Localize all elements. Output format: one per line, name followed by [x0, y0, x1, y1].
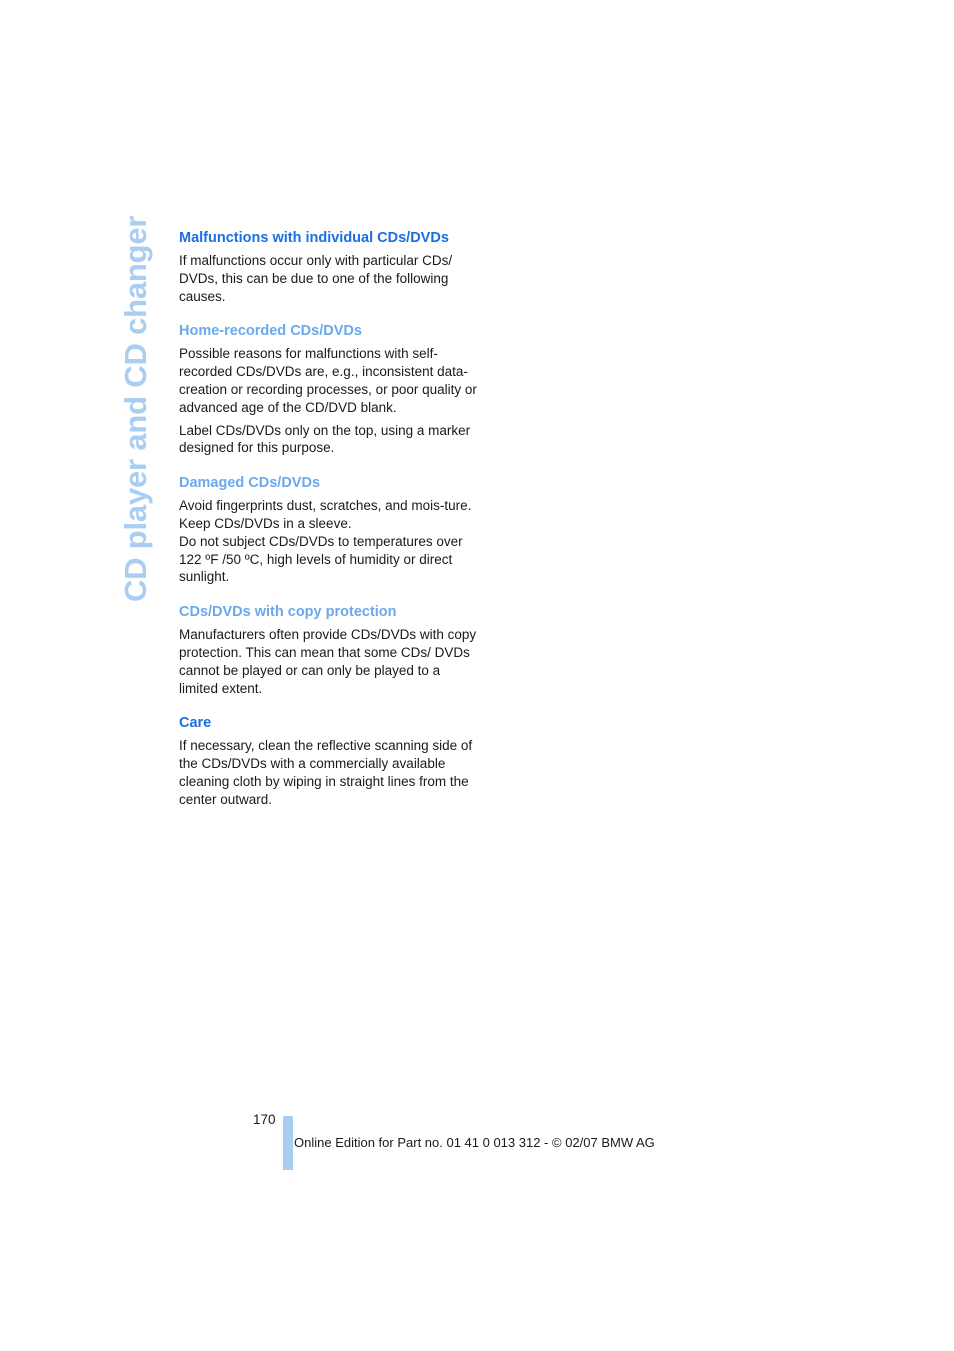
section-paragraph: If malfunctions occur only with particular CDs/ DVDs, this can be due to one of the following causes. [179, 253, 453, 304]
section-heading-damaged: Damaged CDs/DVDs [179, 475, 321, 492]
section-paragraph: Label CDs/DVDs only on the top, using a marker designed for this purpose. [179, 422, 471, 456]
section-paragraph: Do not subject CDs/DVDs to temperatures over 122 ºF /50 ºC, high levels of humidity or direct sunlight. [179, 533, 463, 585]
section-paragraph: Possible reasons for malfunctions with self-recorded CDs/DVDs are, e.g., inconsistent data-creation or recording processes, or poor quality or advanced age of the CD/DVD blank. [179, 346, 477, 415]
page-number: 170 [253, 1112, 276, 1127]
section-paragraph: Manufacturers often provide CDs/DVDs with copy protection. This can mean that some CDs/ DVDs cannot be played or can only be played to a limited extent. [179, 627, 477, 696]
page-content [179, 229, 479, 809]
chapter-side-title: CD player and CD changer [118, 215, 153, 602]
section-paragraph: Avoid fingerprints dust, scratches, and mois-ture. [179, 498, 472, 514]
section-heading-care: Care [179, 715, 212, 732]
footer-accent-bar [283, 1116, 293, 1170]
section-paragraph: Keep CDs/DVDs in a sleeve. [179, 515, 352, 531]
footer-edition-text: Online Edition for Part no. 01 41 0 013 312 - © 02/07 BMW AG [294, 1135, 655, 1150]
section-paragraph: If necessary, clean the reflective scanning side of the CDs/DVDs with a commercially available cleaning cloth by wiping in straight lines from the center outward. [179, 738, 473, 807]
section-heading-home-recorded: Home-recorded CDs/DVDs [179, 323, 362, 340]
section-heading-copy-protection: CDs/DVDs with copy protection [179, 604, 397, 621]
section-heading-malfunctions: Malfunctions with individual CDs/DVDs [179, 230, 449, 246]
